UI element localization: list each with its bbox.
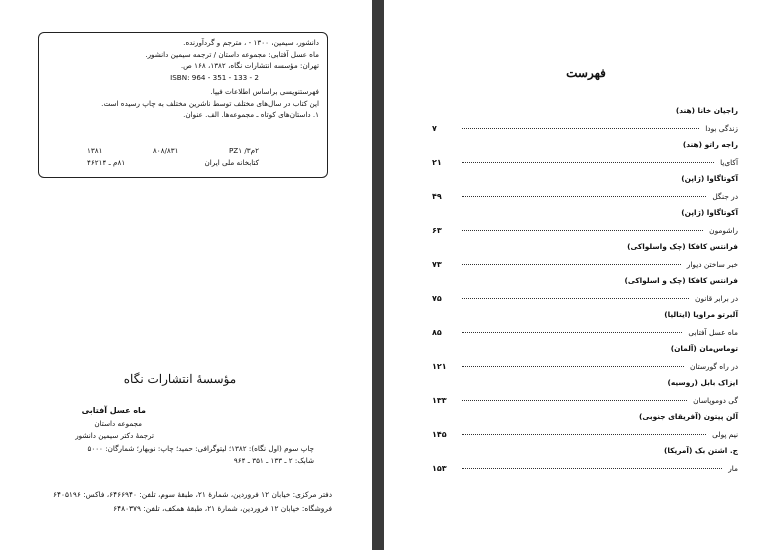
toc-author: آلن پیتون (آفریقای جنوبی): [638, 412, 738, 421]
toc-author: آلبرتو مراویا (ایتالیا): [664, 310, 738, 319]
toc-entry: [432, 308, 738, 342]
toc-author: آکوتاگاوا (ژاپن): [681, 208, 738, 217]
cip-line: تهران: مؤسسه انتشارات نگاه، ۱۳۸۲، ۱۶۸ ص.: [180, 61, 319, 70]
toc-leader-dots: [462, 287, 689, 299]
toc-entry: [432, 376, 738, 410]
toc-leader-dots: [462, 321, 682, 333]
imprint-print-info: چاپ سوم (اول نگاه): ۱۳۸۲؛ لیتوگرافی: حمید؛ چاپ: نوبهار؛ شمارگان: ۵۰۰۰: [87, 443, 314, 453]
toc-row: [432, 219, 738, 240]
toc-page-number: ۷۳: [432, 260, 442, 269]
toc-page-number: ۱۳۳: [432, 396, 447, 405]
book-gutter: [372, 0, 384, 550]
toc-row: [432, 117, 738, 138]
toc-story-title: راشومون: [709, 226, 738, 235]
toc-story-title: خبر ساختن دیوار: [686, 260, 738, 269]
cip-line: دانشور، سیمین، ۱۳۰۰ - ، مترجم و گردآورنده.: [183, 38, 319, 47]
cip-line: ISBN: 964 - 351 - 133 - 2: [170, 72, 259, 82]
toc-page-number: ۱۲۱: [432, 362, 447, 371]
toc-story-title: نیم پولی: [712, 430, 738, 439]
toc-story-title: ماه عسل آفتابی: [688, 328, 738, 337]
toc-story-title: مار: [728, 464, 738, 473]
toc-story-title: در راه گورستان: [689, 362, 738, 371]
cip-lib-no: ۸۱م ـ ۴۶۲۱۴: [87, 158, 126, 167]
cip-year: ۱۳۸۱: [87, 146, 103, 155]
toc-entry: [432, 206, 738, 240]
toc-author: راجیان خانا (هند): [675, 106, 738, 115]
toc-row: [432, 287, 738, 308]
toc-leader-dots: [462, 219, 703, 231]
store-address: فروشگاه: خیابان ۱۲ فروردین، شمارهٔ ۲۱، طبقهٔ همکف، تلفن: ۶۴۸۰۳۷۹: [113, 504, 332, 513]
toc-author: فرانتس کافکا (چک و اسلواکی): [624, 276, 738, 285]
toc-entry: [432, 104, 738, 138]
toc-leader-dots: [462, 253, 681, 265]
toc-story-title: زندگی بودا: [705, 124, 738, 133]
cip-class-right: ۲م۳/ PZ۱: [228, 146, 259, 155]
toc-row: [432, 389, 738, 410]
toc-story-title: آکای‌یا: [720, 158, 738, 167]
cip-line: ماه عسل آفتابی: مجموعه داستان / ترجمه سیمین دانشور.: [145, 49, 319, 59]
toc-entry: [432, 240, 738, 274]
toc-entry: [432, 342, 738, 376]
cip-box: [38, 32, 328, 178]
toc-entry: [432, 138, 738, 172]
toc-leader-dots: [462, 117, 699, 129]
toc-author: ایزاک بابل (روسیه): [667, 378, 738, 387]
imprint: [14, 405, 314, 468]
imprint-translator: ترجمهٔ دکتر سیمین دانشور: [75, 431, 154, 440]
imprint-title: ماه عسل آفتابی: [81, 406, 146, 415]
toc-row: [432, 185, 738, 206]
cip-library: کتابخانه ملی ایران: [204, 158, 259, 167]
toc-leader-dots: [462, 355, 684, 367]
toc-entry: [432, 172, 738, 206]
toc-author: فرانتس کافکا (چک واسلواکی): [627, 242, 738, 251]
toc-leader-dots: [462, 151, 714, 163]
toc-story-title: در جنگل: [712, 192, 738, 201]
toc-page-number: ۶۳: [432, 226, 442, 235]
toc-page-number: ۲۱: [432, 158, 442, 167]
cip-line: فهرستنویسی براساس اطلاعات فیپا.: [210, 87, 319, 96]
toc-leader-dots: [462, 423, 706, 435]
toc-author: راجه راتو (هند): [682, 140, 738, 149]
left-page: [0, 0, 372, 550]
cip-line: این کتاب در سال‌های مختلف توسط ناشرین مختلف به چاپ رسیده است.: [101, 98, 319, 108]
toc-row: [432, 355, 738, 376]
toc-title: فهرست: [566, 66, 606, 80]
toc-author: ج. اشتن بک (آمریکا): [664, 446, 738, 455]
toc-author: آکوتاگاوا (ژاپن): [681, 174, 738, 183]
cip-classification: [47, 145, 319, 169]
toc-leader-dots: [462, 457, 722, 469]
toc-entry: [432, 274, 738, 308]
toc-page-number: ۱۵۳: [432, 464, 447, 473]
imprint-isbn: شابک: ۲ ـ ۱۳۳ ـ ۳۵۱ ـ ۹۶۴: [233, 456, 314, 465]
toc-leader-dots: [462, 389, 687, 401]
imprint-subtitle: مجموعه داستان: [94, 418, 142, 428]
toc-entry: [432, 444, 738, 478]
toc-leader-dots: [462, 185, 706, 197]
toc-page-number: ۷۵: [432, 294, 442, 303]
cip-line: ۱. داستان‌های کوتاه ـ مجموعه‌ها. الف. عنوان.: [183, 110, 319, 119]
publisher-logo: مؤسسهٔ انتشارات نگاه: [123, 372, 237, 386]
toc-page-number: ۸۵: [432, 328, 442, 337]
office-address: دفتر مرکزی: خیابان ۱۲ فروردین، شمارهٔ ۲۱، طبقهٔ سوم، تلفن: ۶۴۶۶۹۴۰، فاکس: ۶۴۰۵۱۹۶: [53, 490, 332, 499]
toc-row: [432, 321, 738, 342]
toc-row: [432, 457, 738, 478]
toc-author: توماس‌مان (آلمان): [670, 344, 738, 353]
toc-row: [432, 423, 738, 444]
toc-row: [432, 151, 738, 172]
toc-page-number: ۴۹: [432, 192, 442, 201]
right-page: [384, 0, 768, 550]
table-of-contents: [432, 104, 738, 478]
cip-class-left: ۸۰۸/۸۳۱: [152, 146, 179, 155]
toc-page-number: ۷: [432, 124, 437, 133]
toc-row: [432, 253, 738, 274]
toc-page-number: ۱۴۵: [432, 430, 447, 439]
toc-entry: [432, 410, 738, 444]
toc-story-title: در برابر قانون: [695, 294, 738, 303]
toc-story-title: گی دوموپاسان: [693, 396, 738, 405]
addresses: [2, 488, 332, 516]
